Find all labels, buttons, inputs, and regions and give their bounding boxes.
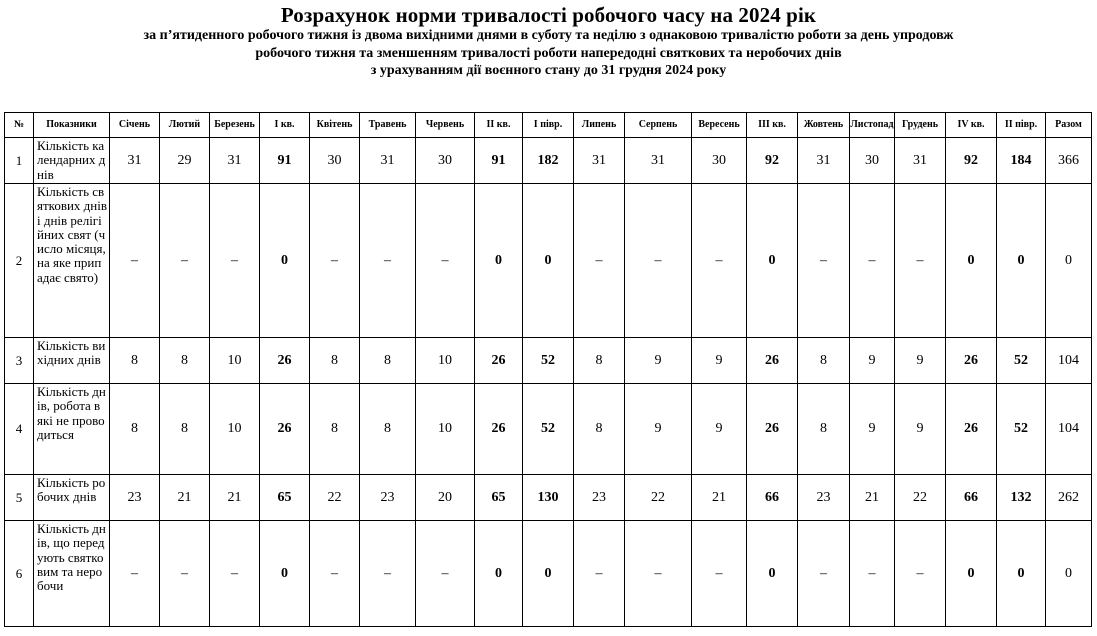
table-cell: 23 [360,475,416,521]
table-cell: – [798,521,850,627]
table-cell: 8 [798,384,850,475]
row-number: 4 [5,384,34,475]
header-number: № [5,113,34,138]
subtitle-line-3: з урахуванням дії воєнного стану до 31 грудня 2024 року [370,63,727,78]
table-row [5,384,1092,475]
header-total: Разом [1046,113,1092,138]
table-cell: 0 [523,184,574,338]
table-cell: 8 [798,338,850,384]
table-cell: – [310,521,360,627]
table-cell: 8 [160,338,210,384]
table-cell: 52 [997,384,1046,475]
table-cell: 184 [997,138,1046,184]
table-cell: 91 [475,138,523,184]
row-number: 3 [5,338,34,384]
page-title: Розрахунок норми тривалості робочого часу на 2024 рік [280,3,817,27]
table-cell: – [850,521,895,627]
table-cell: 8 [360,384,416,475]
table-cell: – [692,184,747,338]
table-cell: 104 [1046,384,1092,475]
table-cell: 52 [523,384,574,475]
table-cell: 30 [692,138,747,184]
table-cell: – [798,184,850,338]
table-row [5,338,1092,384]
table-cell: 8 [110,338,160,384]
table-cell: 9 [625,338,692,384]
header-june: Червень [416,113,475,138]
table-cell: – [416,521,475,627]
header-may: Травень [360,113,416,138]
header-q2: ІІ кв. [475,113,523,138]
table-cell: 9 [895,384,946,475]
header-q1: І кв. [260,113,310,138]
table-cell: – [625,521,692,627]
table-cell: 0 [946,521,997,627]
row-indicator-name: Кількість вихідних днів [34,338,110,384]
table-cell: – [160,184,210,338]
row-indicator-name: Кількість робочих днів [34,475,110,521]
page-subtitle [0,27,1097,80]
table-cell: 0 [475,184,523,338]
table-cell: 31 [798,138,850,184]
table-cell: 0 [260,184,310,338]
table-cell: 26 [946,338,997,384]
table-cell: 31 [110,138,160,184]
work-time-norm-table [4,112,1092,627]
table-cell: 65 [475,475,523,521]
table-cell: – [160,521,210,627]
table-cell: 66 [946,475,997,521]
table-cell: 182 [523,138,574,184]
table-cell: 22 [895,475,946,521]
table-cell: 0 [747,521,798,627]
table-cell: – [210,521,260,627]
row-number: 2 [5,184,34,338]
table-cell: 26 [747,338,798,384]
table-cell: 26 [946,384,997,475]
table-row [5,184,1092,338]
header-september: Вересень [692,113,747,138]
table-cell: 52 [997,338,1046,384]
table-cell: 9 [692,384,747,475]
table-cell: 366 [1046,138,1092,184]
table-cell: 21 [210,475,260,521]
header-row [5,113,1092,138]
table-cell: 262 [1046,475,1092,521]
table-cell: 23 [798,475,850,521]
table-cell: 31 [625,138,692,184]
table-cell: – [692,521,747,627]
table-cell: – [574,521,625,627]
row-indicator-name: Кількість днів, робота в які не проводиться [34,384,110,475]
table-cell: 0 [1046,521,1092,627]
table-cell: 9 [850,338,895,384]
table-cell: 21 [160,475,210,521]
header-indicators: Показники [34,113,110,138]
table-cell: 10 [416,384,475,475]
header-july: Липень [574,113,625,138]
subtitle-line-2: робочого тижня та зменшенням тривалості роботи напередодні святкових та неробочих днів [255,45,842,61]
table-cell: 26 [747,384,798,475]
table-cell: 0 [260,521,310,627]
table-cell: – [895,184,946,338]
header-january: Січень [110,113,160,138]
table-cell: 8 [574,338,625,384]
table-cell: – [416,184,475,338]
table-cell: 8 [110,384,160,475]
subtitle-line-1: за п’ятиденного робочого тижня із двома вихідними днями в суботу та неділю з однаковою тривалістю роботи за день упродовж [143,28,954,43]
table-cell: 26 [260,384,310,475]
table-cell: 8 [310,338,360,384]
header-november: Листопад [850,113,895,138]
table-cell: 9 [692,338,747,384]
table-cell: 8 [360,338,416,384]
table-cell: 0 [475,521,523,627]
table-cell: 26 [260,338,310,384]
header-october: Жовтень [798,113,850,138]
table-cell: 92 [946,138,997,184]
table-cell: 8 [310,384,360,475]
table-cell: 10 [210,384,260,475]
table-cell: – [110,184,160,338]
table-cell: 8 [160,384,210,475]
table-cell: – [210,184,260,338]
row-indicator-name: Кількість святкових днів і днів релігійних свят (число місяця, на яке припадає свято) [34,184,110,338]
header-h2: ІІ півр. [997,113,1046,138]
header-april: Квітень [310,113,360,138]
table-cell: – [574,184,625,338]
row-number: 6 [5,521,34,627]
table-cell: 65 [260,475,310,521]
table-cell: 0 [1046,184,1092,338]
table-cell: – [895,521,946,627]
table-row [5,521,1092,627]
table-row [5,475,1092,521]
table-cell: 104 [1046,338,1092,384]
table-cell: 31 [895,138,946,184]
table-cell: 21 [850,475,895,521]
table-cell: 92 [747,138,798,184]
table-cell: 132 [997,475,1046,521]
row-number: 1 [5,138,34,184]
header-december: Грудень [895,113,946,138]
header-march: Березень [210,113,260,138]
row-indicator-name: Кількість календарних днів [34,138,110,184]
table-cell: – [625,184,692,338]
table-cell: 91 [260,138,310,184]
table-cell: 26 [475,384,523,475]
header-august: Серпень [625,113,692,138]
table-cell: 31 [360,138,416,184]
header-h1: І півр. [523,113,574,138]
table-cell: – [360,521,416,627]
table-cell: 0 [523,521,574,627]
table-cell: – [310,184,360,338]
table-cell: 30 [850,138,895,184]
table-cell: 21 [692,475,747,521]
table-cell: 9 [625,384,692,475]
table-cell: 30 [310,138,360,184]
header-q4: IV кв. [946,113,997,138]
table-cell: 29 [160,138,210,184]
table-cell: 10 [210,338,260,384]
header-february: Лютий [160,113,210,138]
table-cell: 22 [310,475,360,521]
table-cell: – [850,184,895,338]
table-cell: 31 [210,138,260,184]
table-cell: 30 [416,138,475,184]
table-cell: – [110,521,160,627]
table-cell: 26 [475,338,523,384]
table-cell: 130 [523,475,574,521]
table-cell: 22 [625,475,692,521]
row-indicator-name: Кількість днів, що передують святковим та неробочи [34,521,110,627]
table-cell: 0 [747,184,798,338]
table-row [5,138,1092,184]
table-cell: 10 [416,338,475,384]
table-cell: 31 [574,138,625,184]
table-cell: – [360,184,416,338]
table-cell: 9 [850,384,895,475]
table-cell: 0 [946,184,997,338]
table-cell: 0 [997,184,1046,338]
table-cell: 66 [747,475,798,521]
table-cell: 52 [523,338,574,384]
table-cell: 20 [416,475,475,521]
table-cell: 0 [997,521,1046,627]
table-cell: 23 [574,475,625,521]
table-cell: 8 [574,384,625,475]
table-cell: 23 [110,475,160,521]
row-number: 5 [5,475,34,521]
table-cell: 9 [895,338,946,384]
header-q3: ІІІ кв. [747,113,798,138]
